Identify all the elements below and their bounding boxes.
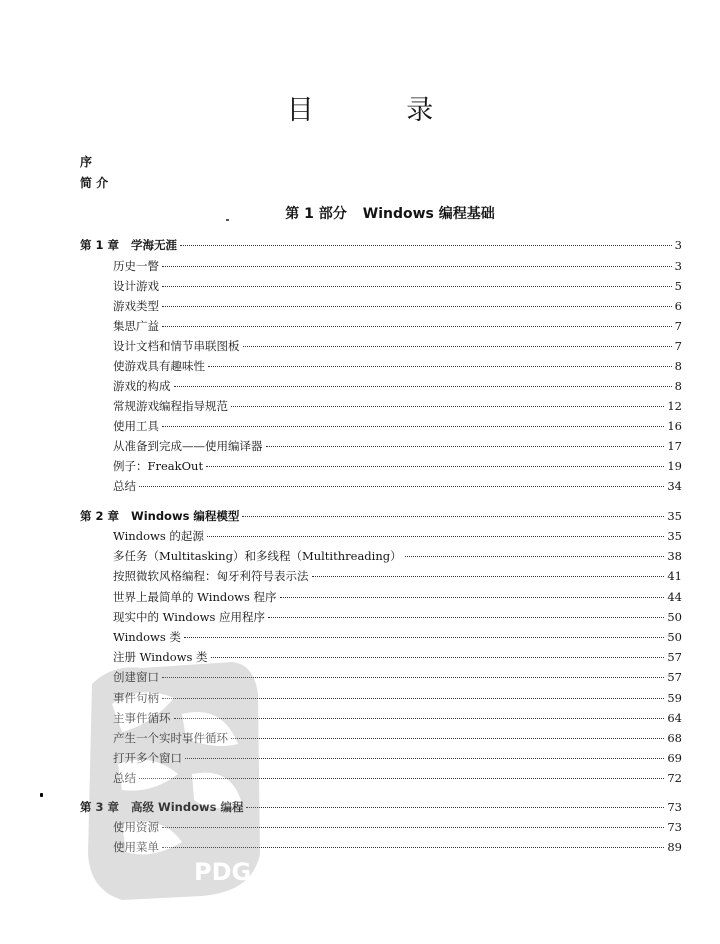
section-title: 例子：FreakOut bbox=[113, 459, 204, 473]
dot-leader bbox=[162, 677, 664, 678]
dot-leader bbox=[162, 847, 664, 848]
section-page-number: 7 bbox=[674, 319, 682, 333]
part-label: 第 1 部分 bbox=[285, 206, 347, 222]
dot-leader bbox=[162, 286, 672, 287]
dot-leader bbox=[162, 306, 672, 307]
section-title: 现实中的 Windows 应用程序 bbox=[113, 609, 266, 624]
section-title: 世界上最简单的 Windows 程序 bbox=[113, 589, 277, 604]
section-row bbox=[113, 749, 682, 767]
section-row bbox=[113, 628, 682, 646]
dot-leader bbox=[180, 245, 672, 246]
section-page-number: 7 bbox=[674, 339, 682, 353]
section-title: 集思广益 bbox=[113, 319, 159, 333]
dot-leader bbox=[246, 807, 664, 808]
dot-leader bbox=[139, 486, 664, 487]
dot-leader bbox=[242, 516, 664, 517]
chapter-row bbox=[80, 236, 682, 254]
section-title: 按照微软风格编程：匈牙利符号表示法 bbox=[113, 569, 309, 584]
dot-leader bbox=[174, 718, 665, 719]
section-page-number: 8 bbox=[674, 379, 682, 393]
section-title: 打开多个窗口 bbox=[113, 751, 182, 766]
section-title: 历史一瞥 bbox=[113, 259, 159, 273]
section-page-number: 34 bbox=[667, 479, 682, 493]
section-page-number: 64 bbox=[667, 710, 682, 725]
section-title: Windows 类 bbox=[113, 630, 181, 644]
section-row bbox=[113, 457, 682, 475]
dot-leader bbox=[266, 446, 665, 447]
dot-leader bbox=[211, 657, 665, 658]
section-row bbox=[113, 417, 682, 435]
section-page-number: 69 bbox=[667, 751, 682, 766]
section-page-number: 38 bbox=[667, 549, 682, 564]
section-page-number: 6 bbox=[674, 299, 682, 313]
section-title: 常规游戏编程指导规范 bbox=[113, 399, 228, 413]
section-title: 产生一个实时事件循环 bbox=[113, 731, 228, 745]
section-page-number: 50 bbox=[667, 630, 682, 644]
section-page-number: 3 bbox=[674, 259, 682, 273]
section-row bbox=[113, 357, 682, 375]
section-title: 事件句柄 bbox=[113, 690, 159, 705]
dot-leader bbox=[162, 266, 672, 267]
chapter-title: Windows 编程模型 bbox=[131, 509, 240, 523]
section-page-number: 57 bbox=[667, 670, 682, 685]
dot-leader bbox=[268, 617, 664, 618]
dot-leader bbox=[162, 698, 664, 699]
section-row bbox=[113, 257, 682, 275]
chapter-label: 第 2 章 bbox=[80, 509, 120, 523]
section-row bbox=[113, 377, 682, 395]
section-page-number: 19 bbox=[667, 459, 682, 473]
section-row bbox=[113, 337, 682, 355]
section-page-number: 50 bbox=[667, 609, 682, 624]
chapter-row bbox=[80, 798, 682, 816]
section-page-number: 8 bbox=[674, 359, 682, 373]
chapter-row bbox=[80, 507, 682, 525]
dot-leader bbox=[312, 576, 665, 577]
section-page-number: 72 bbox=[667, 771, 682, 786]
section-row bbox=[113, 297, 682, 315]
section-row bbox=[113, 317, 682, 335]
chapter-title: 高级 Windows 编程 bbox=[131, 800, 244, 814]
page-title: 目 录 bbox=[286, 95, 476, 126]
section-title: 设计文档和情节串联图板 bbox=[113, 339, 240, 353]
dot-leader bbox=[184, 637, 664, 638]
section-title: 使用资源 bbox=[113, 820, 159, 834]
section-title: 使用菜单 bbox=[113, 840, 159, 854]
dot-leader bbox=[231, 738, 664, 739]
section-title: 使用工具 bbox=[113, 419, 159, 433]
front-matter-introduction: 简 介 bbox=[80, 176, 109, 190]
section-title: 游戏的构成 bbox=[113, 379, 171, 393]
section-row bbox=[113, 547, 682, 565]
dot-leader bbox=[185, 758, 664, 759]
dot-leader bbox=[206, 466, 664, 467]
chapter-title: 学海无涯 bbox=[131, 238, 178, 252]
section-row bbox=[113, 818, 682, 836]
section-row bbox=[113, 648, 682, 666]
section-page-number: 35 bbox=[667, 529, 682, 543]
section-title: 总结 bbox=[113, 479, 136, 493]
section-row bbox=[113, 668, 682, 686]
dot-leader bbox=[174, 386, 672, 387]
section-row bbox=[113, 567, 682, 585]
chapter-label: 第 3 章 bbox=[80, 800, 120, 814]
dot-leader bbox=[405, 556, 665, 557]
section-page-number: 89 bbox=[667, 840, 682, 854]
section-row bbox=[113, 769, 682, 787]
section-row bbox=[113, 709, 682, 727]
chapter-label: 第 1 章 bbox=[80, 238, 120, 252]
dot-leader bbox=[207, 536, 664, 537]
chapter-page-number: 3 bbox=[674, 238, 682, 252]
section-title: 游戏类型 bbox=[113, 299, 159, 313]
dot-leader bbox=[162, 426, 664, 427]
dot-leader bbox=[280, 597, 665, 598]
watermark-text: PDG bbox=[194, 858, 252, 886]
dot-leader bbox=[208, 366, 672, 367]
scan-speck bbox=[40, 793, 43, 797]
section-title: 注册 Windows 类 bbox=[113, 650, 208, 665]
section-row bbox=[113, 689, 682, 707]
section-page-number: 5 bbox=[674, 279, 682, 293]
section-title: Windows 的起源 bbox=[113, 529, 204, 543]
section-row bbox=[113, 477, 682, 495]
front-matter-preface: 序 bbox=[80, 155, 93, 169]
section-page-number: 41 bbox=[667, 569, 682, 584]
dot-leader bbox=[162, 827, 664, 828]
section-row bbox=[113, 588, 682, 606]
section-row bbox=[113, 729, 682, 747]
section-title: 主事件循环 bbox=[113, 710, 171, 725]
section-page-number: 73 bbox=[667, 820, 682, 834]
section-row bbox=[113, 397, 682, 415]
section-page-number: 68 bbox=[667, 731, 682, 745]
section-title: 从准备到完成——使用编译器 bbox=[113, 439, 263, 453]
section-page-number: 12 bbox=[667, 399, 682, 413]
section-title: 创建窗口 bbox=[113, 670, 159, 685]
dot-leader bbox=[139, 778, 664, 779]
chapter-page-number: 73 bbox=[667, 800, 682, 814]
section-page-number: 16 bbox=[667, 419, 682, 433]
section-row bbox=[113, 608, 682, 626]
section-page-number: 17 bbox=[667, 439, 682, 453]
dot-leader bbox=[162, 326, 672, 327]
section-row bbox=[113, 437, 682, 455]
part-title: Windows 编程基础 bbox=[362, 206, 495, 222]
section-page-number: 44 bbox=[667, 589, 682, 604]
chapter-page-number: 35 bbox=[667, 509, 682, 523]
section-row bbox=[113, 838, 682, 856]
section-page-number: 59 bbox=[667, 690, 682, 705]
section-title: 使游戏具有趣味性 bbox=[113, 359, 205, 373]
section-title: 多任务（Multitasking）和多线程（Multithreading） bbox=[113, 549, 402, 564]
section-title: 总结 bbox=[113, 771, 136, 786]
part-heading bbox=[0, 203, 720, 223]
dot-leader bbox=[243, 346, 672, 347]
section-page-number: 57 bbox=[667, 650, 682, 665]
section-title: 设计游戏 bbox=[113, 279, 159, 293]
dot-leader bbox=[231, 406, 664, 407]
section-row bbox=[113, 277, 682, 295]
section-row bbox=[113, 527, 682, 545]
